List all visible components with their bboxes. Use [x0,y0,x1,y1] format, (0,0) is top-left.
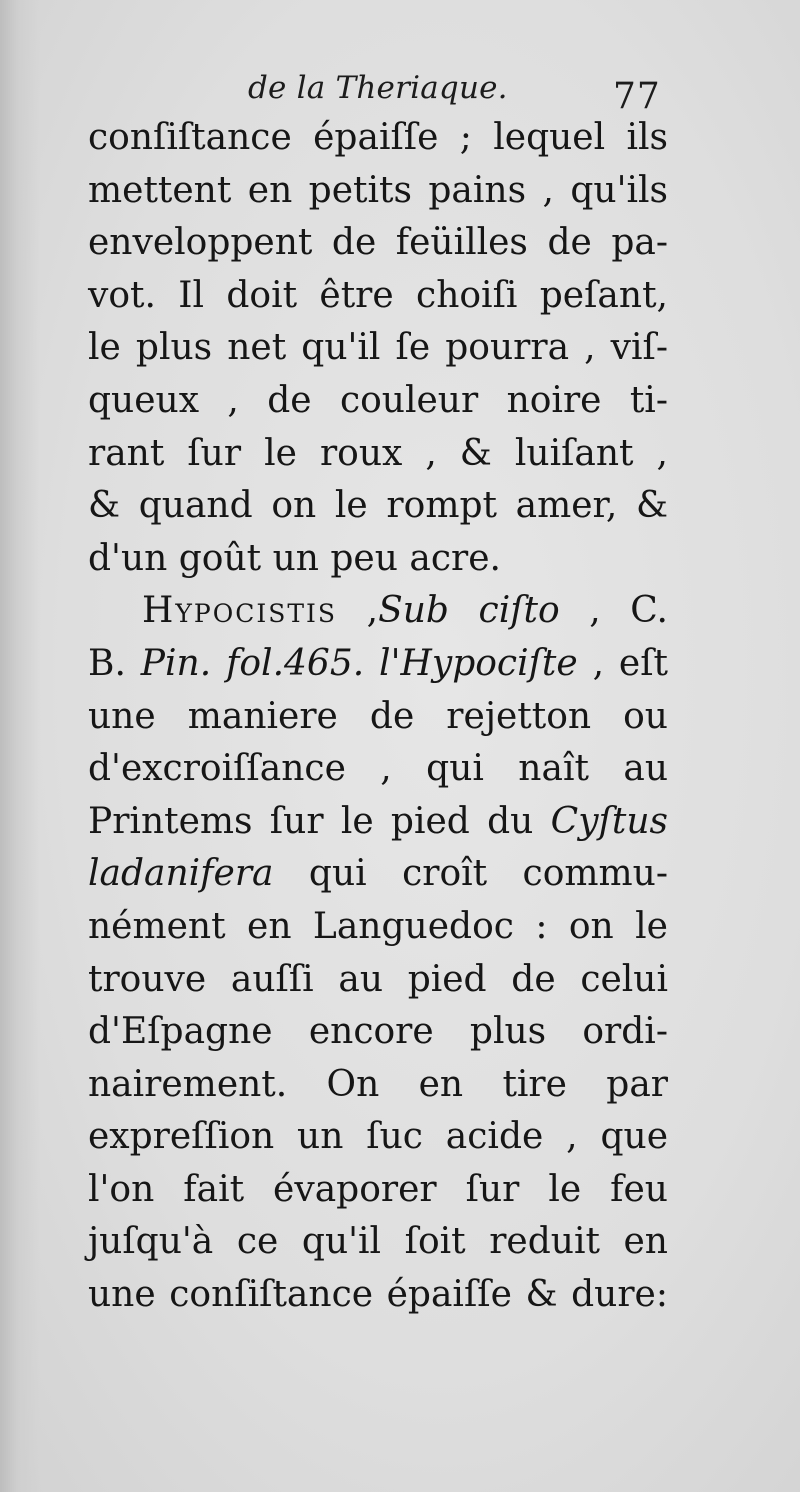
body-text [88,112,668,1322]
text-line [88,796,668,849]
latin-name: Sub ciſto [378,590,560,632]
text-line: & quand on le rompt amer, & [88,485,668,527]
text-line: d'Eſpagne encore plus ordi- [88,1011,668,1053]
text-line: d'un goût un peu acre. [88,537,501,579]
latin-name: Cyſtus [550,800,668,842]
page-gutter-shadow [0,0,40,1492]
page-header [0,62,800,117]
text-line: vot. Il doit être choiſi peſant, [88,274,668,316]
text-line: une conſiſtance épaiſſe & dure: [88,1274,668,1316]
entry-heading-line [88,585,668,638]
text-line: rant ſur le roux , & luiſant , [88,432,668,474]
entry-headword: Hypocistis [142,590,338,632]
separator [211,643,226,684]
text-line: queux , de couleur noire ti- [88,379,668,421]
reference-folio: fol.465. l'Hypociſte [226,642,578,684]
text-line: mettent en petits pains , qu'ils [88,169,668,211]
text-line: nément en Languedoc : on le [88,905,668,947]
text-fragment: qui croît commu- [273,853,668,895]
text-fragment: , eſt [577,642,669,684]
text-line: expreſſion un ſuc acide , que [88,1116,668,1158]
text-line: l'on fait évaporer ſur le feu [88,1168,668,1210]
text-line: enveloppent de feüilles de pa- [88,222,668,264]
running-title: de la Theriaque. [248,70,508,106]
separator: , [337,590,379,632]
text-line: conſiſtance épaiſſe ; lequel ils [88,117,668,158]
text-line: le plus net qu'il ſe pourra , viſ- [88,327,668,369]
text-line: d'excroiſſance , qui naît au [88,748,668,790]
reference-line [88,638,668,691]
text-line: trouve auſſi au pied de celui [88,958,668,1000]
text-line: une maniere de rejetton ou [88,695,668,737]
reference-start: , C. [559,590,668,632]
text-line: juſqu'à ce qu'il ſoit reduit en [88,1221,668,1263]
page-number: 77 [613,76,661,117]
latin-name: ladanifera [88,853,274,895]
text-line [88,848,668,901]
reference-author: B. [88,642,141,684]
reference-work: Pin. [140,642,212,684]
text-fragment: Printems ſur le pied du [88,800,551,842]
text-line: nairement. On en tire par [88,1063,668,1105]
